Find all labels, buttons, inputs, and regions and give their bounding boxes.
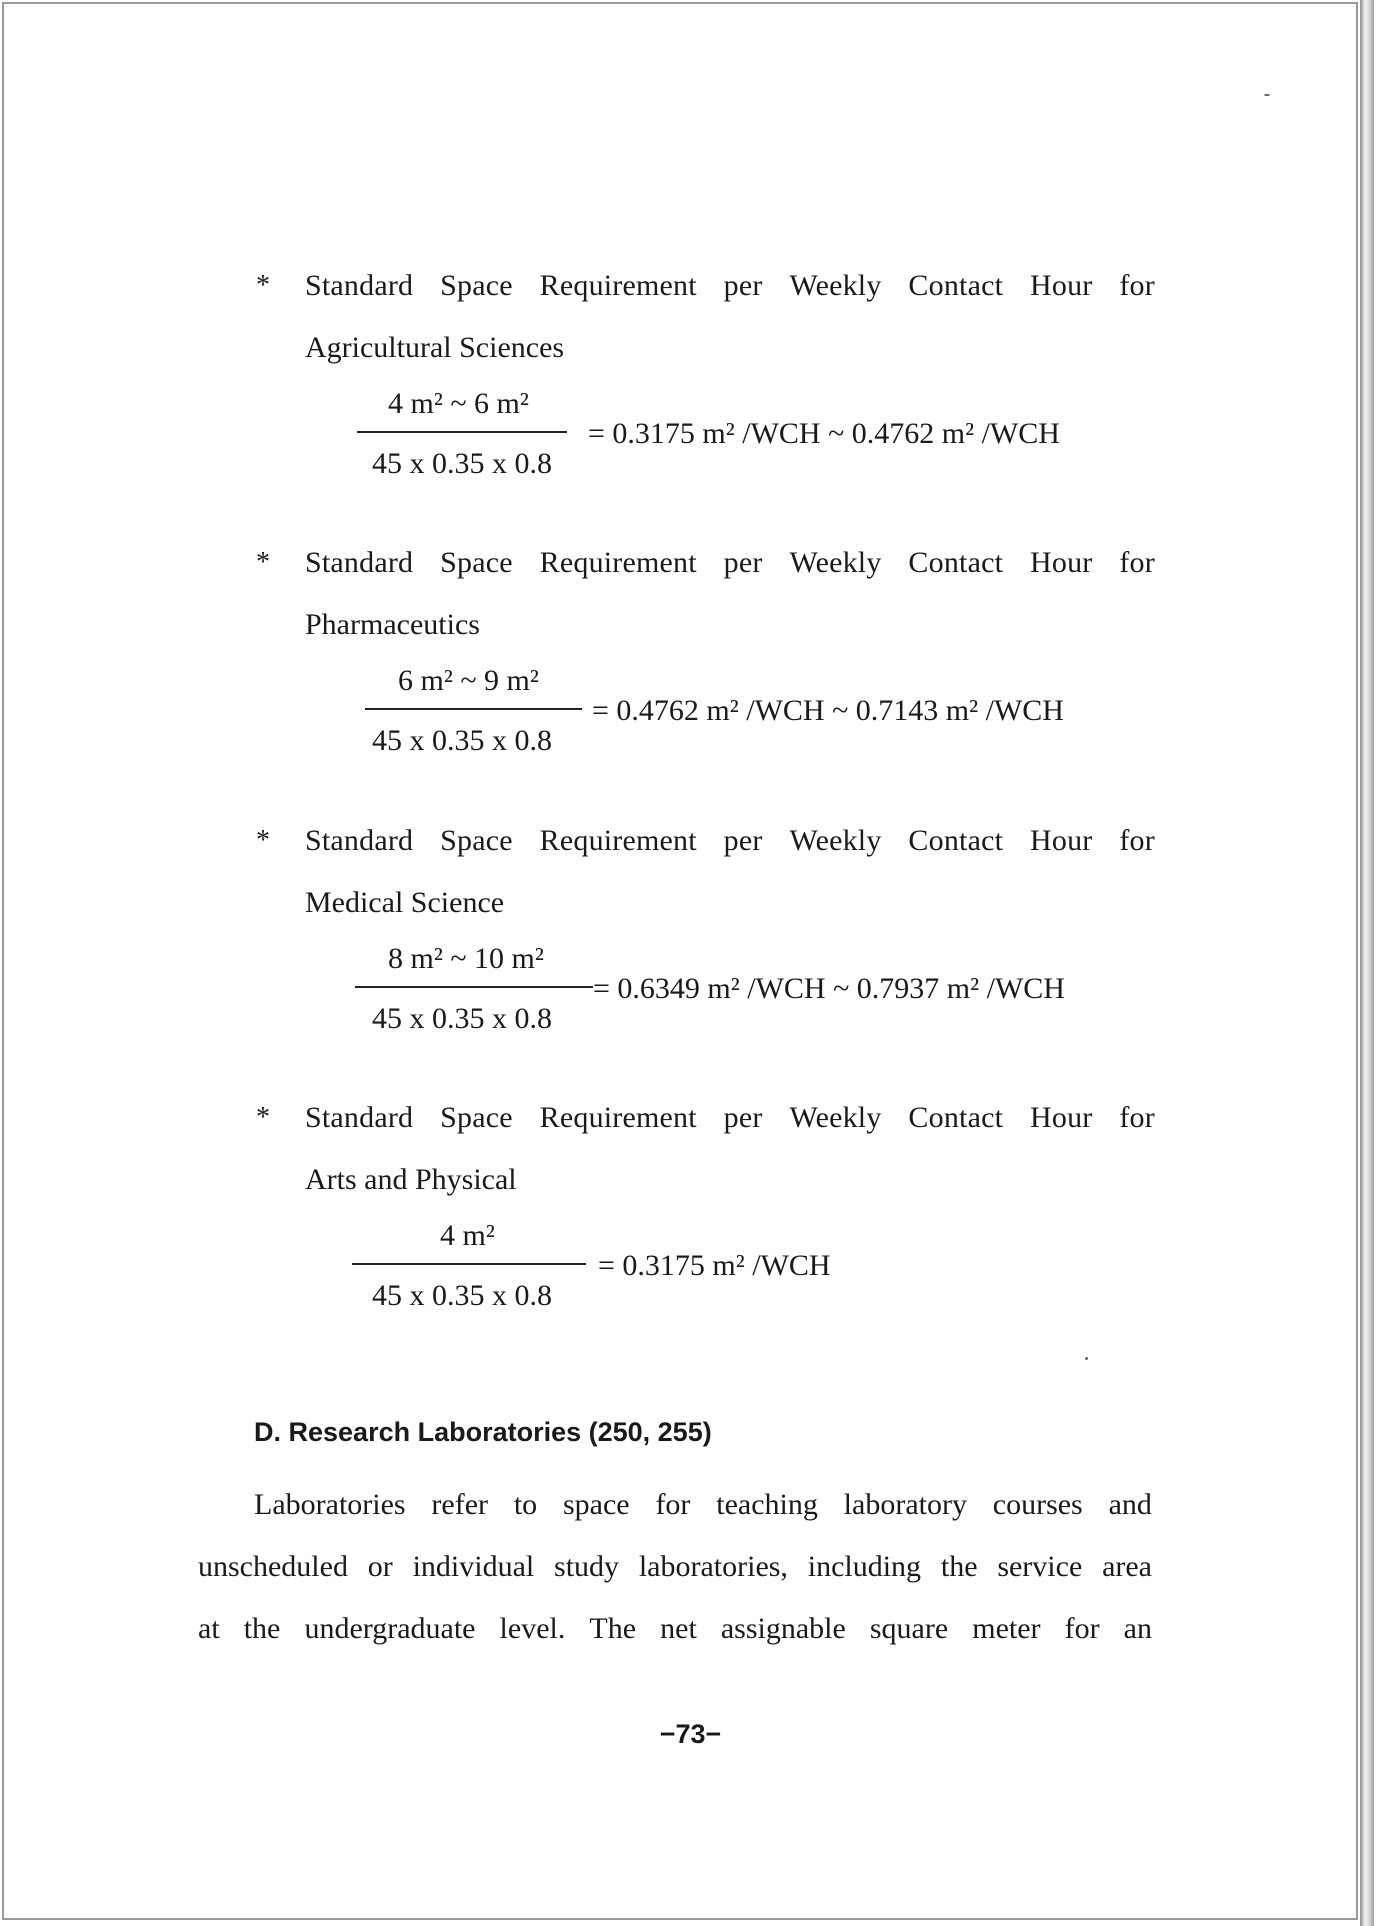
heading-word: for — [1119, 824, 1155, 857]
scan-speck — [1085, 1357, 1088, 1360]
scan-speck — [1264, 94, 1270, 96]
paragraph-word: refer — [431, 1488, 489, 1521]
paragraph-word: net — [660, 1612, 697, 1645]
heading-word: Contact — [908, 546, 1004, 579]
requirement-heading — [305, 1098, 1155, 1138]
paragraph-line — [198, 1547, 1152, 1587]
heading-word: Space — [440, 824, 513, 857]
bullet-marker: * — [256, 1102, 270, 1133]
bullet-marker: * — [256, 825, 270, 856]
heading-word: Requirement — [539, 824, 697, 857]
paragraph-word: teaching — [716, 1488, 818, 1521]
paragraph-word: area — [1102, 1550, 1152, 1583]
heading-word: Requirement — [539, 269, 697, 302]
heading-word: Requirement — [539, 1101, 697, 1134]
paragraph-line — [198, 1609, 1152, 1649]
paragraph-word: including — [807, 1550, 922, 1583]
heading-word: for — [1119, 1101, 1155, 1134]
paragraph-word: service — [997, 1550, 1083, 1583]
paragraph-word: assignable — [720, 1612, 846, 1645]
heading-word: for — [1119, 546, 1155, 579]
page-number: −73− — [659, 1719, 722, 1749]
fraction-denominator: 45 x 0.35 x 0.8 — [372, 1002, 552, 1035]
heading-word: per — [723, 1101, 763, 1134]
section-heading: D. Research Laboratories (250, 255) — [254, 1417, 712, 1447]
requirement-heading — [305, 821, 1155, 861]
paragraph-word: the — [243, 1612, 281, 1645]
fraction-bar — [355, 986, 593, 988]
fraction-numerator: 8 m² ~ 10 m² — [388, 942, 544, 975]
fraction-denominator: 45 x 0.35 x 0.8 — [372, 1279, 552, 1312]
page-edge-shadow — [1360, 0, 1374, 1926]
requirement-subject: Medical Science — [305, 886, 505, 919]
paragraph-word: laboratories, — [638, 1550, 788, 1583]
paragraph-word: for — [1064, 1612, 1100, 1645]
equation-result: = 0.3175 m² /WCH ~ 0.4762 m² /WCH — [588, 417, 1060, 450]
paragraph-word: meter — [972, 1612, 1041, 1645]
fraction-denominator: 45 x 0.35 x 0.8 — [372, 447, 552, 480]
heading-word: per — [723, 824, 763, 857]
heading-word: Weekly — [789, 824, 882, 857]
fraction-numerator: 4 m² — [440, 1219, 495, 1252]
heading-word: Standard — [305, 1101, 414, 1134]
heading-word: Contact — [908, 1101, 1004, 1134]
heading-word: per — [723, 269, 763, 302]
bullet-marker: * — [256, 547, 270, 578]
paragraph-word: to — [513, 1488, 538, 1521]
fraction-bar — [352, 1263, 586, 1265]
heading-word: Hour — [1030, 269, 1093, 302]
paragraph-word: or — [367, 1550, 393, 1583]
heading-word: Space — [440, 1101, 513, 1134]
paragraph-word: the — [940, 1550, 978, 1583]
heading-word: Weekly — [789, 1101, 882, 1134]
heading-word: Hour — [1030, 546, 1093, 579]
requirement-heading — [305, 266, 1155, 306]
paragraph-word: The — [589, 1612, 637, 1645]
paragraph-word: square — [869, 1612, 949, 1645]
heading-word: Space — [440, 546, 513, 579]
fraction-numerator: 4 m² ~ 6 m² — [388, 387, 529, 420]
heading-word: Hour — [1030, 824, 1093, 857]
paragraph-word: undergraduate — [304, 1612, 476, 1645]
paragraph-word: courses — [992, 1488, 1083, 1521]
paragraph-line — [254, 1485, 1152, 1525]
paragraph-word: an — [1123, 1612, 1152, 1645]
paragraph-word: space — [563, 1488, 630, 1521]
equation-result: = 0.3175 m² /WCH — [598, 1249, 831, 1282]
paragraph-word: and — [1108, 1488, 1152, 1521]
requirement-subject: Arts and Physical — [305, 1163, 517, 1196]
heading-word: Contact — [908, 824, 1004, 857]
heading-word: Space — [440, 269, 513, 302]
paragraph-word: level. — [499, 1612, 566, 1645]
equation-result: = 0.6349 m² /WCH ~ 0.7937 m² /WCH — [593, 972, 1065, 1005]
heading-word: Standard — [305, 269, 414, 302]
heading-word: Hour — [1030, 1101, 1093, 1134]
paragraph-word: laboratory — [843, 1488, 967, 1521]
requirement-subject: Pharmaceutics — [305, 608, 480, 641]
requirement-heading — [305, 543, 1155, 583]
fraction-numerator: 6 m² ~ 9 m² — [398, 664, 539, 697]
equation-result: = 0.4762 m² /WCH ~ 0.7143 m² /WCH — [592, 694, 1064, 727]
heading-word: Standard — [305, 546, 414, 579]
heading-word: per — [723, 546, 763, 579]
paragraph-word: at — [198, 1612, 220, 1645]
paragraph-word: study — [554, 1550, 620, 1583]
heading-word: Requirement — [539, 546, 697, 579]
heading-word: Contact — [908, 269, 1004, 302]
fraction-denominator: 45 x 0.35 x 0.8 — [372, 724, 552, 757]
fraction-bar — [357, 431, 567, 433]
heading-word: Weekly — [789, 546, 882, 579]
heading-word: Weekly — [789, 269, 882, 302]
paragraph-word: Laboratories — [254, 1488, 406, 1521]
heading-word: for — [1119, 269, 1155, 302]
bullet-marker: * — [256, 270, 270, 301]
paragraph-word: individual — [412, 1550, 535, 1583]
paragraph-word: for — [655, 1488, 691, 1521]
requirement-subject: Agricultural Sciences — [305, 331, 565, 364]
paragraph-word: unscheduled — [198, 1550, 348, 1583]
heading-word: Standard — [305, 824, 414, 857]
fraction-bar — [365, 708, 582, 710]
